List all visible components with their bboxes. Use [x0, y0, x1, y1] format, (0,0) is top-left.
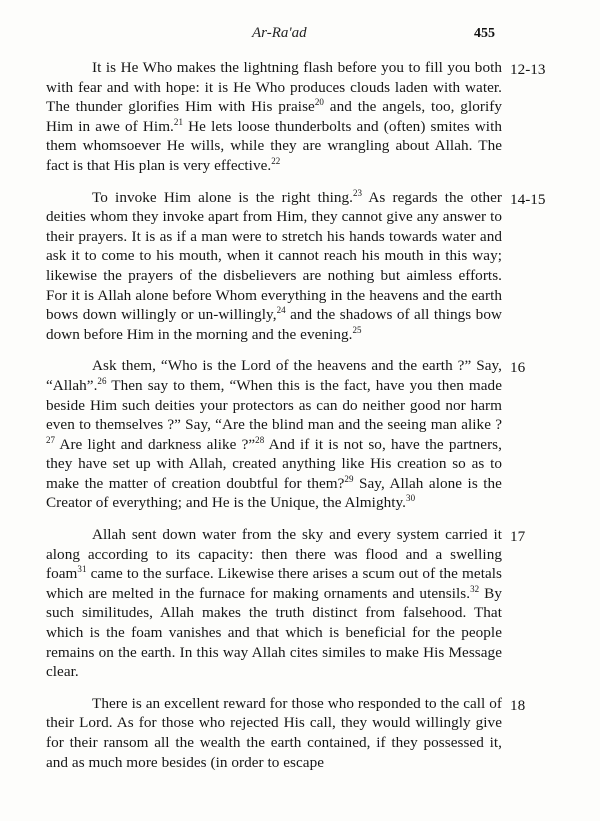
- page-body: [0, 58, 600, 772]
- paragraph: [0, 58, 600, 176]
- footnote-marker: 27: [46, 434, 56, 445]
- text-segment: To invoke Him alone is the right thing.: [92, 188, 353, 206]
- footnote-marker: 23: [353, 187, 363, 198]
- verse-reference: 18: [510, 696, 526, 714]
- footnote-marker: 32: [470, 583, 480, 594]
- text-segment: Ask them, “Who is the Lord of the heavens and the earth ?” Say, “Allah”.: [46, 357, 502, 394]
- footnote-marker: 30: [406, 493, 416, 504]
- verse-reference: 17: [510, 528, 526, 546]
- paragraph: [0, 694, 600, 772]
- footnote-marker: 25: [352, 324, 362, 335]
- text-segment: And if it is not so, have the partners, they have set up with Allah, created anything like His creation so as to make the matter of creation doubtful for them?: [46, 435, 502, 492]
- paragraph-text: [46, 356, 502, 513]
- footnote-marker: 28: [255, 434, 265, 445]
- text-segment: Then say to them, “When this is the fact, have you then made beside Him such deities your protectors as can do neither good nor harm even to themselves ?” Say, “Are the blind man and the seeing man alike ?: [46, 376, 502, 434]
- text-segment: and the shadows of all things bow down before Him in the morning and the evening.: [46, 306, 502, 343]
- text-segment: and the angels, too, glorify Him in awe of Him.: [46, 98, 502, 135]
- text-segment: There is an excellent reward for those who responded to the call of their Lord. As for those who rejected His call, they would willingly give for their ransom all the wealth the earth contained, if they possessed it, and as much more besides (in order to escape: [46, 694, 502, 771]
- footnote-marker: 20: [314, 97, 324, 108]
- footnote-marker: 31: [77, 564, 87, 575]
- footnote-marker: 24: [276, 305, 286, 316]
- page-number: 455: [474, 26, 495, 41]
- paragraph-text: [46, 188, 502, 345]
- running-title: Ar-Ra'ad: [252, 25, 307, 41]
- text-segment: By such similitudes, Allah makes the truth distinct from falsehood. That which is the foam vanishes and that which is beneficial for the people remains on the earth. In this way Allah cites similes to make His Message clear.: [46, 584, 503, 681]
- paragraph: [0, 188, 600, 345]
- verse-reference: 12-13: [510, 61, 546, 78]
- text-segment: As regards the other deities whom they invoke apart from Him, they cannot give any answer to their prayers. It is as if a man were to stretch his hands towards water and ask it to come to his mouth, when it cannot reach his mouth in this way; likewise the prayers of the disbelievers are nothing but aimless efforts. For it is Allah alone before Whom everything in the heavens and the earth bows down willingly or un-willingly,: [46, 188, 503, 324]
- footnote-marker: 26: [97, 375, 107, 386]
- text-segment: It is He Who makes the lightning flash before you to fill you both with fear and with hope: it is He Who produces clouds laden with water. The thunder glorifies Him with His praise: [46, 59, 502, 116]
- footnote-marker: 22: [271, 155, 281, 166]
- verse-reference: 14-15: [510, 190, 546, 208]
- paragraph-text: [46, 58, 502, 176]
- footnote-marker: 21: [173, 116, 184, 127]
- text-segment: came to the surface. Likewise there arises a scum out of the metals which are melted in the furnace for making ornaments and utensils.: [46, 565, 502, 602]
- text-segment: Are light and darkness alike ?”: [55, 435, 256, 453]
- text-segment: Allah sent down water from the sky and every system carried it along according to its capacity: then there was flood and a swelling foam: [46, 526, 502, 583]
- paragraph: [0, 525, 600, 682]
- footnote-marker: 29: [344, 473, 354, 484]
- page-header: [0, 18, 600, 40]
- paragraph-text: [46, 694, 502, 772]
- text-segment: Say, Allah alone is the Creator of everything; and He is the Unique, the Almighty.: [46, 474, 502, 512]
- text-segment: He lets loose thunderbolts and (often) smites with them whomsoever He wills, while they are wrangling about Allah. The fact is that His plan is very effective.: [46, 117, 502, 174]
- paragraph-text: [46, 525, 502, 682]
- verse-reference: 16: [510, 359, 526, 377]
- paragraph: [0, 356, 600, 513]
